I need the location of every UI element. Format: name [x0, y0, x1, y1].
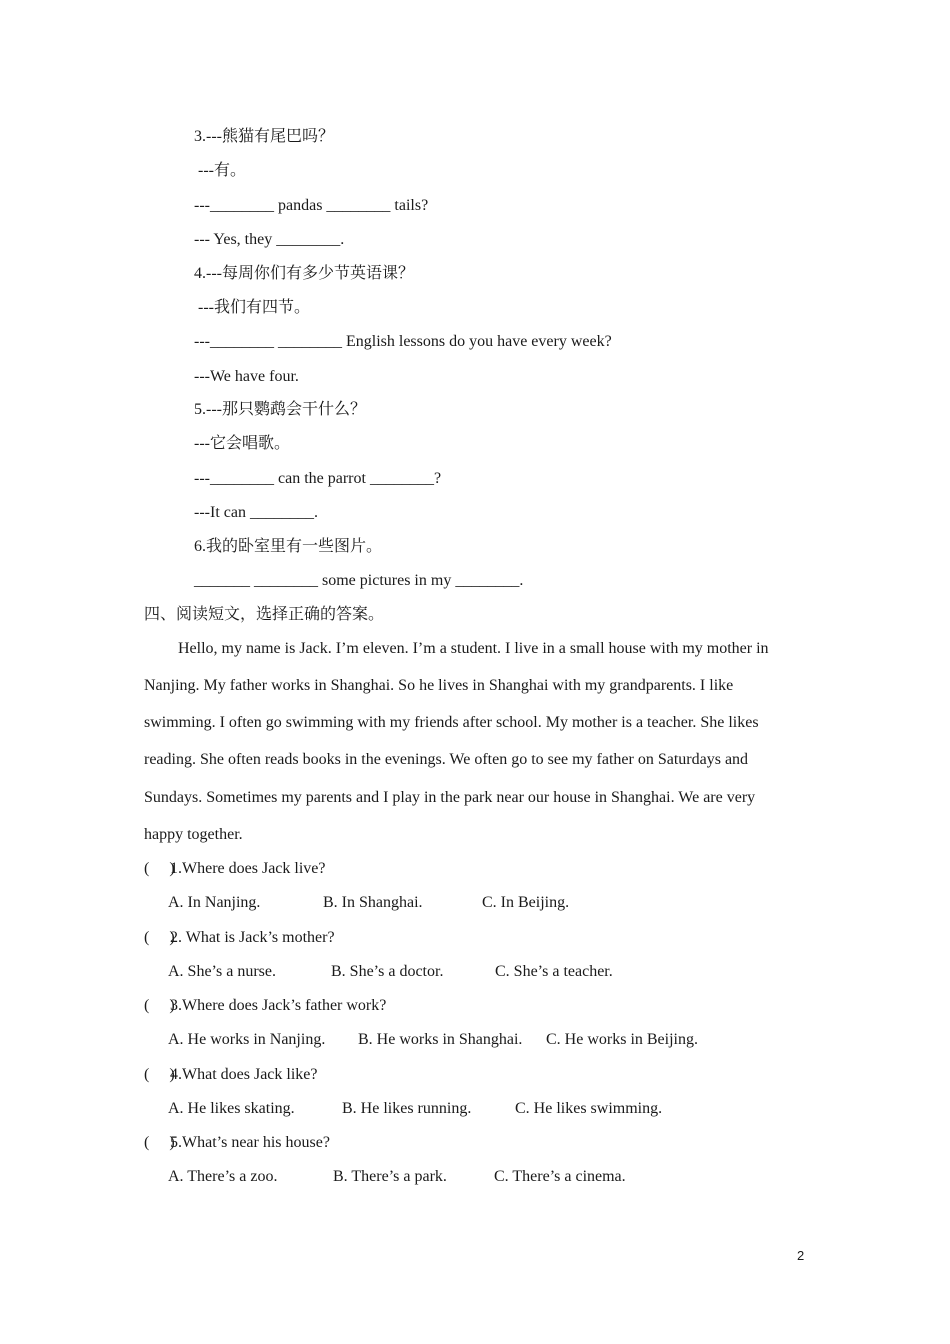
item-4-answer-cn: ---我们有四节。: [194, 299, 310, 316]
section-4-heading: 四、阅读短文，选择正确的答案。: [144, 606, 385, 623]
item-5-answer-en: ---It can ________.: [194, 504, 318, 521]
option-c: C. He works in Beijing.: [546, 1031, 698, 1048]
item-5-answer-cn: ---它会唱歌。: [194, 435, 290, 452]
question-options: [168, 1167, 626, 1267]
answer-paren[interactable]: ( ): [144, 1066, 175, 1083]
answer-paren[interactable]: ( ): [144, 997, 175, 1014]
item-5-question-en: ---________ can the parrot ________?: [194, 470, 442, 487]
option-b: B. There’s a park.: [333, 1168, 447, 1185]
option-a: A. He works in Nanjing.: [168, 1031, 326, 1048]
item-4-question-en: ---________ ________ English lessons do you have every week?: [194, 333, 612, 350]
item-3-answer-cn: ---有。: [194, 162, 246, 179]
passage-line: Nanjing. My father works in Shanghai. So he lives in Shanghai with my grandparents. I like: [144, 677, 734, 694]
passage-line: reading. She often reads books in the evenings. We often go to see my father on Saturdays and: [144, 751, 749, 768]
option-c: C. She’s a teacher.: [495, 963, 613, 980]
option-a: A. She’s a nurse.: [168, 963, 276, 980]
answer-paren[interactable]: ( ): [144, 1134, 175, 1151]
item-6-sentence-cn: 6.我的卧室里有一些图片。: [194, 538, 383, 555]
item-4-question-cn: 4.---每周你们有多少节英语课？: [194, 265, 414, 282]
option-b: B. He likes running.: [342, 1100, 472, 1117]
question-text: 3.Where does Jack’s father work?: [170, 997, 387, 1014]
passage-line: Hello, my name is Jack. I’m eleven. I’m a student. I live in a small house with my mother in: [178, 640, 769, 657]
item-5-question-cn: 5.---那只鹦鹉会干什么？: [194, 401, 366, 418]
passage-line: happy together.: [144, 826, 243, 843]
answer-paren[interactable]: ( ): [144, 860, 175, 877]
item-4-answer-en: ---We have four.: [194, 368, 299, 385]
option-b: B. In Shanghai.: [323, 894, 423, 911]
option-c: C. He likes swimming.: [515, 1100, 663, 1117]
question-text: 2. What is Jack’s mother?: [170, 929, 335, 946]
question-text: 5.What’s near his house?: [170, 1134, 330, 1151]
option-a: A. There’s a zoo.: [168, 1168, 278, 1185]
question-text: 4.What does Jack like?: [170, 1066, 318, 1083]
option-a: A. He likes skating.: [168, 1100, 295, 1117]
option-b: B. He works in Shanghai.: [358, 1031, 523, 1048]
passage-line: Sundays. Sometimes my parents and I play in the park near our house in Shanghai. We are very: [144, 789, 756, 806]
item-3-question-cn: 3.---熊猫有尾巴吗？: [194, 128, 334, 145]
option-c: C. There’s a cinema.: [494, 1168, 626, 1185]
item-6-sentence-en: _______ ________ some pictures in my ________.: [194, 572, 524, 589]
option-a: A. In Nanjing.: [168, 894, 261, 911]
option-b: B. She’s a doctor.: [331, 963, 444, 980]
passage-line: swimming. I often go swimming with my friends after school. My mother is a teacher. She likes: [144, 714, 759, 731]
item-3-answer-en: --- Yes, they ________.: [194, 231, 345, 248]
answer-paren[interactable]: ( ): [144, 929, 175, 946]
option-c: C. In Beijing.: [482, 894, 570, 911]
question-text: 1.Where does Jack live?: [170, 860, 326, 877]
item-3-question-en: ---________ pandas ________ tails?: [194, 197, 429, 214]
page-number: 2: [797, 1248, 805, 1263]
